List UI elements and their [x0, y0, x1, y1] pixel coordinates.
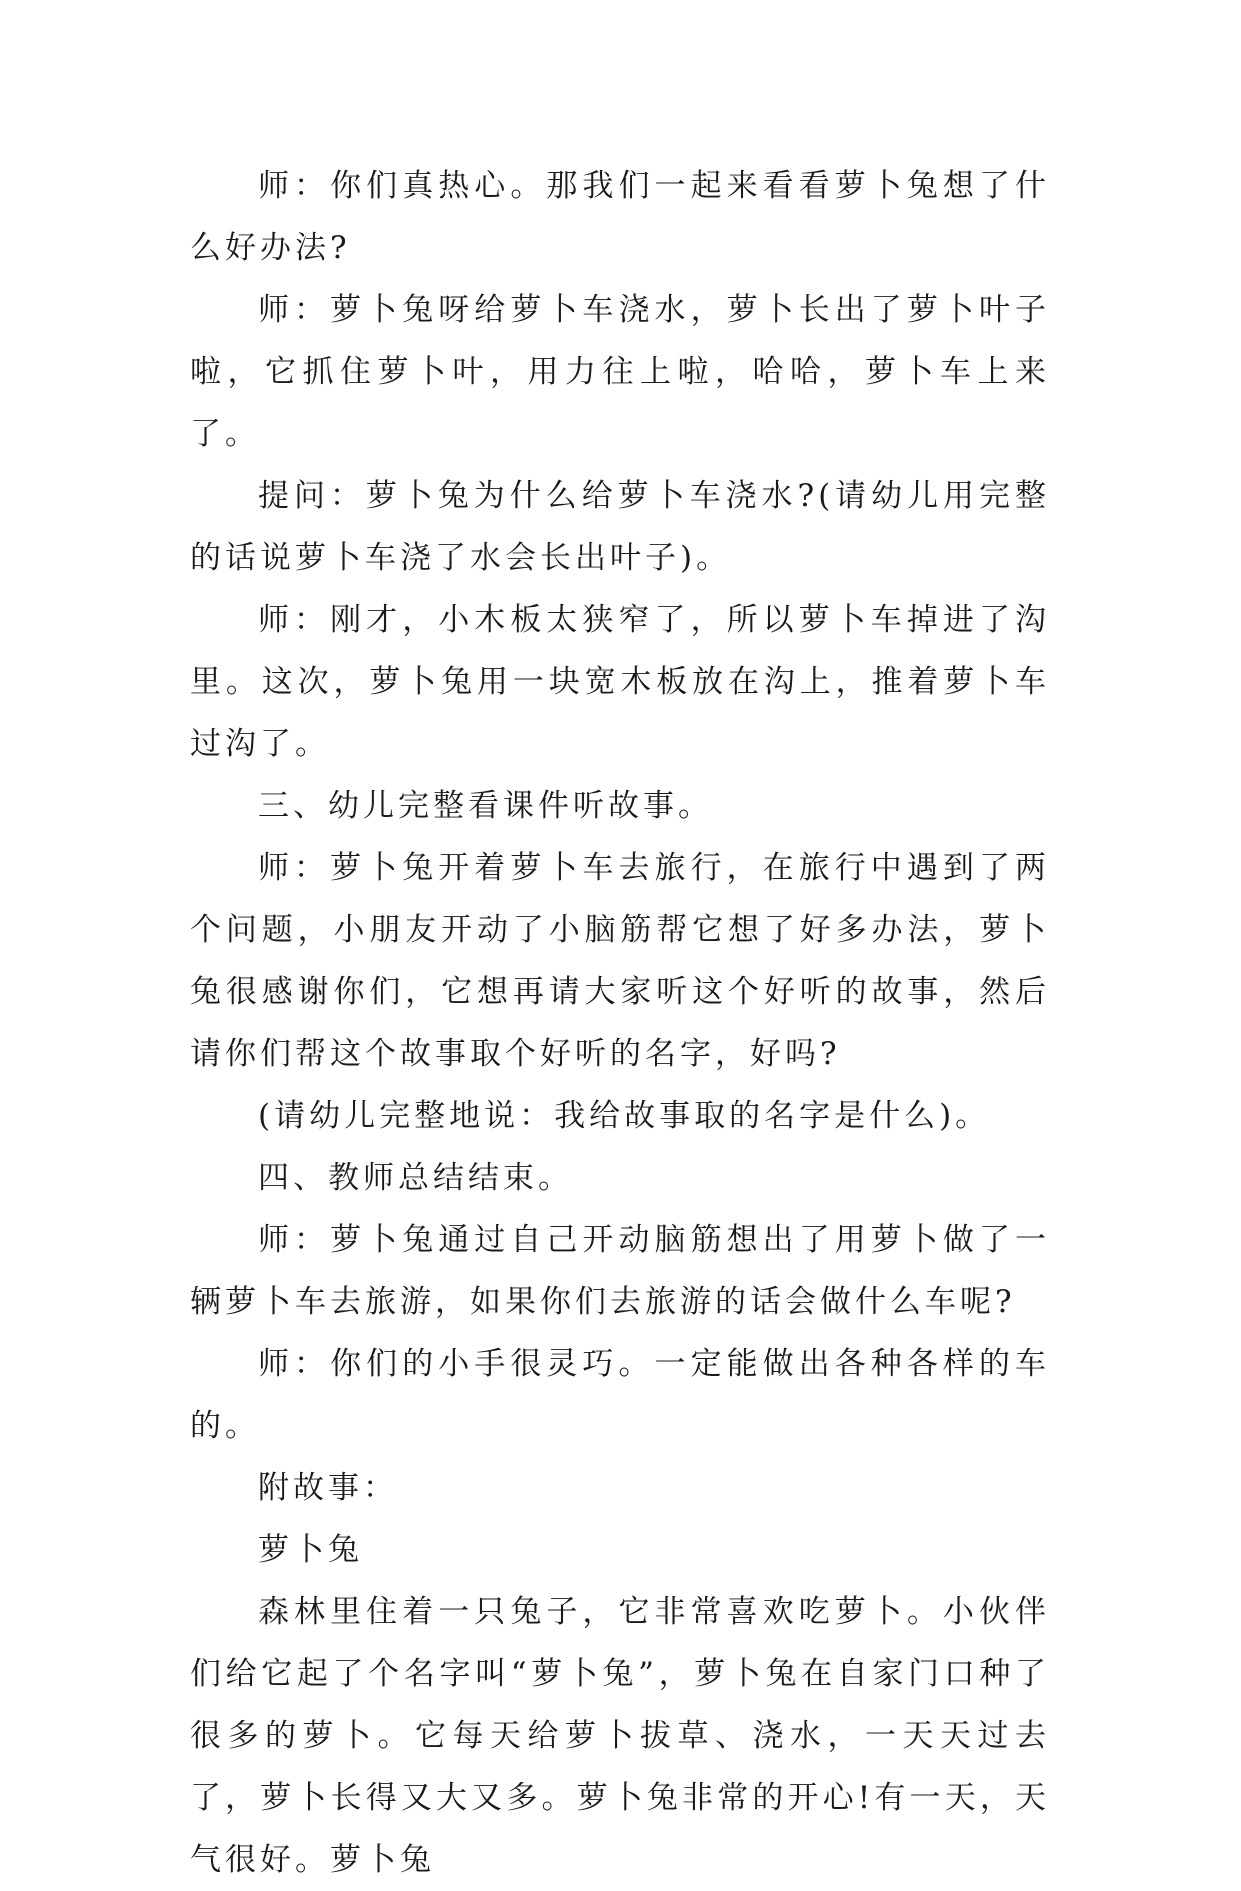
paragraph: 师：萝卜兔呀给萝卜车浇水，萝卜长出了萝卜叶子啦，它抓住萝卜叶，用力往上啦，哈哈，萝卜车上来了。 — [190, 292, 1050, 452]
paragraph: (请幼儿完整地说：我给故事取的名字是什么)。 — [258, 1098, 991, 1134]
paragraph: 提问：萝卜兔为什么给萝卜车浇水?(请幼儿用完整的话说萝卜车浇了水会长出叶子)。 — [190, 478, 1050, 576]
section-heading: 三、幼儿完整看课件听故事。 — [258, 788, 713, 824]
paragraph: 师：刚才，小木板太狭窄了，所以萝卜车掉进了沟里。这次，萝卜兔用一块宽木板放在沟上，推着萝卜车过沟了。 — [190, 602, 1050, 762]
paragraph: 森林里住着一只兔子，它非常喜欢吃萝卜。小伙伴们给它起了个名字叫“萝卜兔”，萝卜兔在自家门口种了很多的萝卜。它每天给萝卜拔草、浇水，一天天过去了，萝卜长得又大又多。萝卜兔非常的开心!有一天，天气很好。萝卜兔 — [190, 1594, 1050, 1878]
paragraph: 师：萝卜兔开着萝卜车去旅行，在旅行中遇到了两个问题，小朋友开动了小脑筋帮它想了好多办法，萝卜兔很感谢你们，它想再请大家听这个好听的故事，然后请你们帮这个故事取个好听的名字，好吗? — [190, 850, 1050, 1072]
section-heading: 四、教师总结结束。 — [258, 1160, 573, 1196]
story-title: 萝卜兔 — [258, 1532, 363, 1568]
appendix-label: 附故事： — [258, 1470, 398, 1506]
document-body — [190, 155, 1050, 1891]
paragraph: 师：你们的小手很灵巧。一定能做出各种各样的车的。 — [190, 1346, 1050, 1444]
paragraph: 师：萝卜兔通过自己开动脑筋想出了用萝卜做了一辆萝卜车去旅游，如果你们去旅游的话会做什么车呢? — [190, 1222, 1050, 1320]
paragraph: 师：你们真热心。那我们一起来看看萝卜兔想了什么好办法? — [190, 168, 1050, 266]
